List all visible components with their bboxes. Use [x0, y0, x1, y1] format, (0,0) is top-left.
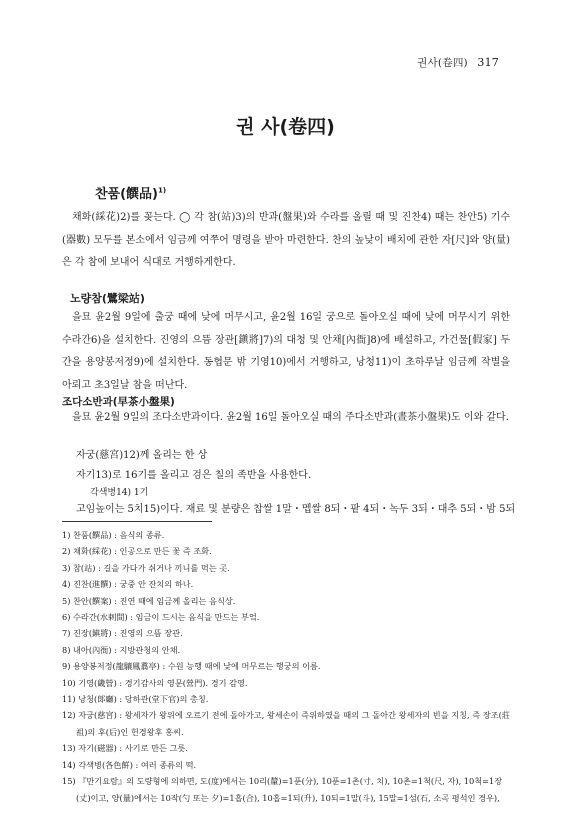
footnote-item: 10) 기영(畿營) : 경기감사의 영문(營門). 경기 감영.: [62, 677, 248, 688]
footnote-item: 14) 각색병(各色餠) : 여러 종류의 떡.: [62, 759, 197, 770]
footnote-item: 13) 자기(磁器) : 사기로 만든 그릇.: [62, 743, 188, 754]
main-heading-text: 찬품(饌品): [95, 187, 158, 202]
page-number: 317: [477, 56, 499, 69]
jodasobangwa-paragraph: 을묘 윤2월 9일의 조다소반과이다. 윤2월 16일 돌아오실 때의 주다소반과(晝茶小盤果)도 이와 같다.: [72, 412, 509, 423]
chapter-title: 권 사(卷四): [236, 116, 335, 138]
intro-paragraph: 채화(綵花)2)를 꽂는다. ◯ 각 참(站)3)의 반과(盤果)와 수라를 올릴 때 및 진찬4) 때는 찬안5) 기수(器數) 모두를 본소에서 임금께 여쭈어 명령을 받아 마련한다. 찬의 높낮이 배치에 관한 자[尺]와 양(量)은 각 참에 보내어 식대로 거행하게한다.: [62, 212, 510, 268]
footnote-item: 1) 찬품(饌品) : 음식의 종류.: [62, 530, 165, 540]
footnote-item: 12) 자궁(慈宮) : 왕세자가 왕위에 오르기 전에 돌아가고, 왕세손이 즉위하였을 때의 그 돌아간 왕세자의 빈을 지칭, 즉 장조(莊祖)의 후(后)인 헌경왕후 홍씨.: [62, 710, 510, 737]
main-heading: [95, 183, 166, 202]
running-head: [417, 55, 499, 70]
footnote-item: 2) 채화(綵花) : 인공으로 만든 꽃 즉 조화.: [62, 546, 212, 557]
footnote-item: 7) 진장(鎭將) : 진영의 으뜸 장관.: [62, 628, 183, 639]
footnote-item: 5) 찬안(饌案) : 진연 때에 임금께 올리는 음식상.: [62, 595, 236, 606]
footnote-item: 15) 『만기요람』의 도량형에 의하면, 도(度)에서는 10리(釐)=1푼(分), 10푼=1촌(寸, 치), 10촌=1척(尺, 자), 10척=1장(丈)이고, 양(量)에서는 10작(勺 또는 夕)=1홉(合), 10홉=1되(升), 10되=1말(斗), 15말=1섬(石, 소곡 평석인 경우),: [62, 776, 503, 803]
section-heading-noryangcham: 노량참(鷺梁站): [70, 292, 145, 305]
footnote-item: 6) 수라간(水剌間) : 임금이 드시는 음식을 만드는 부엌.: [62, 612, 260, 623]
rice-cake-line: 각색병14) 1기: [90, 488, 149, 498]
vessel-line: 자기13)로 16기를 올리고 검은 칠의 족반을 사용한다.: [76, 470, 312, 481]
footnote-item: 3) 참(站) : 길을 가다가 쉬거나 끼니를 먹는 곳.: [62, 562, 230, 573]
footnote-divider: [62, 521, 212, 522]
footnote-item: 11) 낭청(郞廳) : 당하관(堂下官)의 총칭.: [62, 694, 209, 705]
offering-line: 자궁(慈宮)12)께 올리는 한 상: [76, 450, 208, 461]
running-title: 권사(卷四): [417, 57, 468, 69]
main-heading-note: 1): [158, 186, 167, 195]
section-heading-jodasobangwa: 조다소반과(早茶小盤果): [62, 396, 175, 408]
footnotes-list: [62, 527, 510, 806]
footnote-item: 9) 용양봉저정(龍驤鳳翥亭) : 수원 능행 때에 낮에 머무르는 행궁의 이름.: [62, 661, 321, 672]
footnote-item: 8) 내아(內衙) : 지방관청의 안채.: [62, 644, 181, 655]
footnote-item: 4) 진찬(進饌) : 궁중 안 잔치의 하나.: [62, 579, 194, 590]
noryangcham-paragraph: 을묘 윤2월 9일에 출궁 때에 낮에 머무시고, 윤2월 16일 궁으로 돌아오실 때에 낮에 머무시기 위한 수라간6)을 설치한다. 진영의 으뜸 장관[鎭將]7)의 대청 및 안채[內衙]8)에 배설하고, 가건물[假家] 두 간을 용양봉저정9)에 설치한다. 동협문 밖 기영10)에서 거행하고, 낭청11)이 초하루날 임금께 작별을 아뢰고 초3일날 참을 떠난다.: [62, 312, 510, 391]
height-line: 고임높이는 5치15)이다. 재료 및 분량은 찹쌀 1말・멥쌀 8되・팥 4되・녹두 3되・대추 5되・밤 5되: [76, 504, 516, 515]
